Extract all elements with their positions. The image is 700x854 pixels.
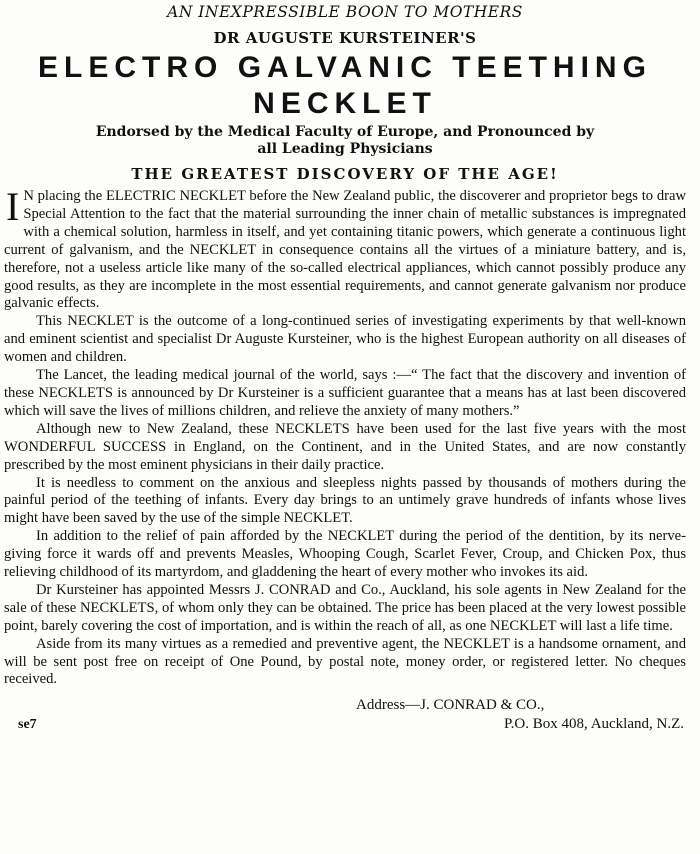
drop-cap: I [6,184,20,229]
paragraph-6: In addition to the relief of pain afforded by the NECKLET during the period of the dentition, by its nerve-giving force it wards off and prevents Measles, Whooping Cough, Scarlet Fever, Croup, and Chicken Pox, thus relieving childhood of its martyrdom, and gladdening the heart of every mother who invokes its aid. [4,528,686,581]
postal-address: P.O. Box 408, Auckland, N.Z. [504,716,684,733]
paragraph-7: Dr Kursteiner has appointed Messrs J. CONRAD and Co., Auckland, his sole agents in New Zealand for the sale of these NECKLETS, of whom only they can be obtained. The price has been placed at the very lowest possible point, barely covering the cost of importation, and is within the reach of all, as one NECKLET will last a life time. [4,581,686,634]
top-tagline: AN INEXPRESSIBLE BOON TO MOTHERS [167,3,523,21]
address-label: Address—J. CONRAD & CO., [356,697,545,714]
address-block [4,697,686,735]
discovery-line: THE GREATEST DISCOVERY OF THE AGE! [131,165,559,183]
headline: ELECTRO GALVANIC TEETHING NECKLET [38,51,652,120]
paragraph-2: This NECKLET is the outcome of a long-continued series of investigating experiments by that well-known and eminent scientist and specialist Dr Auguste Kursteiner, who is the highest European authority on all diseases of women and children. [4,313,686,366]
byline: DR AUGUSTE KURSTEINER'S [213,29,477,47]
endorsement-line: Endorsed by the Medical Faculty of Europe, and Pronounced by all Leading Physicians [95,124,595,157]
paragraph-5: It is needless to comment on the anxious and sleepless nights passed by thousands of mothers during the painful period of the teething of infants. Every day brings to an untimely grave hundreds of infants whose lives might have been saved by the use of the simple NECKLET. [4,474,686,527]
advert-code: se7 [18,717,37,733]
paragraph-4: Although new to New Zealand, these NECKLETS have been used for the last five years with the most WONDERFUL SUCCESS in England, on the Continent, and in the United States, and are now constantly prescribed by the most eminent physicians in their daily practice. [4,420,686,473]
advert-body [4,184,686,689]
paragraph-1-text: N placing the ELECTRIC NECKLET before the New Zealand public, the discoverer and proprietor begs to draw Special Attention to the fact that the material surrounding the inner chain of metallic substances is impregnated with a chemical solution, harmless in itself, and yet containing titanic powers, which generate a continuous light current of galvanism, and the NECKLET in consequence contains all the virtues of a miniature battery, and is, therefore, not a useless article like many of the so-called electrical appliances, which cannot possibly produce any good results, as they are incomplete in the most essential requirements, and cannot generate galvanism nor produce galvanic effects. [4,188,686,312]
paragraph-3: The Lancet, the leading medical journal of the world, says :—“ The fact that the discovery and invention of these NECKLETS is announced by Dr Kursteiner is a sufficient guarantee that a means has at last been discovered which will save the lives of millions children, and relieve the anxiety of many mothers.” [4,367,686,419]
paragraph-8: Aside from its many virtues as a remedied and preventive agent, the NECKLET is a handsome ornament, and will be sent post free on receipt of One Pound, by postal note, money order, or registered letter. No cheques received. [4,635,686,688]
paragraph-1 [4,184,686,313]
